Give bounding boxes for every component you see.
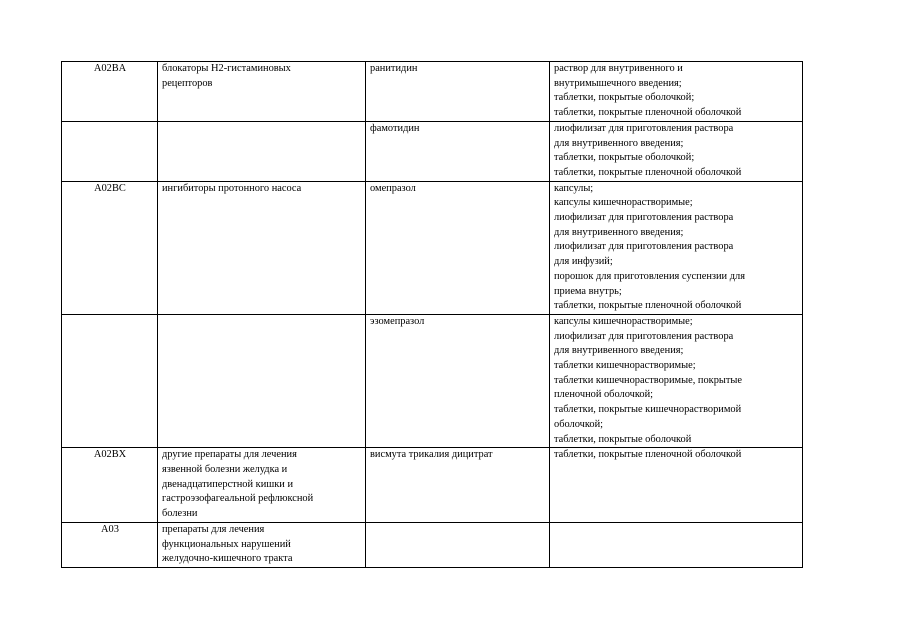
atc-code-cell: A02BC xyxy=(62,181,158,314)
drug-name-cell: фамотидин xyxy=(366,121,550,181)
dosage-form-line: пленочной оболочкой; xyxy=(554,389,654,401)
dosage-form-line: приема внутрь; xyxy=(554,285,622,297)
dosage-form-line: таблетки кишечнорастворимые; xyxy=(554,360,696,372)
dosage-form-line: лиофилизат для приготовления раствора xyxy=(554,330,734,342)
dosage-form-line: таблетки, покрытые оболочкой; xyxy=(554,152,695,164)
dosage-form-line: таблетки кишечнорастворимые, покрытые xyxy=(554,374,743,386)
pharmacological-group-cell xyxy=(158,314,366,447)
dosage-form-line: капсулы кишечнорастворимые; xyxy=(554,197,693,209)
table-row xyxy=(62,62,803,122)
drug-name-cell: омепразол xyxy=(366,181,550,314)
drug-name-cell: эзомепразол xyxy=(366,314,550,447)
drug-name-cell: ранитидин xyxy=(366,62,550,122)
group-text-line: язвенной болезни желудка и xyxy=(162,463,288,475)
dosage-form-line: для внутривенного введения; xyxy=(554,137,684,149)
dosage-form-line: капсулы кишечнорастворимые; xyxy=(554,315,693,327)
table-body xyxy=(62,62,803,568)
group-text-line: двенадцатиперстной кишки и xyxy=(162,478,294,490)
pharmacological-group-cell xyxy=(158,62,366,122)
atc-code-cell: A02BX xyxy=(62,448,158,523)
dosage-form-line: таблетки, покрытые пленочной оболочкой xyxy=(554,300,742,312)
drug-name-cell: висмута трикалия дицитрат xyxy=(366,448,550,523)
drug-name-cell xyxy=(366,522,550,567)
dosage-forms-cell xyxy=(550,121,803,181)
table-row xyxy=(62,522,803,567)
dosage-form-line: для внутривенного введения; xyxy=(554,345,684,357)
group-text-line: рецепторов xyxy=(162,77,213,89)
atc-code-cell xyxy=(62,314,158,447)
atc-code-cell: A02BA xyxy=(62,62,158,122)
drug-classification-table xyxy=(61,61,803,568)
dosage-form-line: лиофилизат для приготовления раствора xyxy=(554,122,734,134)
dosage-form-line: раствор для внутривенного и xyxy=(554,63,683,74)
dosage-forms-cell xyxy=(550,181,803,314)
group-text-line: препараты для лечения xyxy=(162,523,265,535)
pharmacological-group-cell xyxy=(158,121,366,181)
group-text-line: блокаторы Н2-гистаминовых xyxy=(162,63,291,74)
pharmacological-group-cell xyxy=(158,181,366,314)
pharmacological-group-cell xyxy=(158,448,366,523)
dosage-form-line: таблетки, покрытые оболочкой; xyxy=(554,92,695,104)
group-text-line: другие препараты для лечения xyxy=(162,449,297,461)
dosage-form-line: таблетки, покрытые оболочкой xyxy=(554,433,692,445)
table-row xyxy=(62,181,803,314)
group-text-line: болезни xyxy=(162,508,198,520)
group-text-line: функциональных нарушений xyxy=(162,538,291,550)
dosage-forms-cell xyxy=(550,448,803,523)
dosage-form-line: оболочкой; xyxy=(554,418,604,430)
dosage-form-line: внутримышечного введения; xyxy=(554,77,682,89)
dosage-form-line: таблетки, покрытые пленочной оболочкой xyxy=(554,166,742,178)
atc-code-cell: A03 xyxy=(62,522,158,567)
group-text-line: желудочно-кишечного тракта xyxy=(162,553,293,565)
dosage-form-line: лиофилизат для приготовления раствора xyxy=(554,241,734,253)
dosage-form-line: лиофилизат для приготовления раствора xyxy=(554,212,734,224)
group-text-line: ингибиторы протонного насоса xyxy=(162,182,302,194)
dosage-form-line: для инфузий; xyxy=(554,256,613,268)
table-row xyxy=(62,448,803,523)
dosage-form-line: таблетки, покрытые кишечнорастворимой xyxy=(554,404,742,416)
table-row xyxy=(62,121,803,181)
table-row xyxy=(62,314,803,447)
dosage-form-line: для внутривенного введения; xyxy=(554,226,684,238)
pharmacological-group-cell xyxy=(158,522,366,567)
dosage-form-line: капсулы; xyxy=(554,182,594,194)
atc-code-cell xyxy=(62,121,158,181)
dosage-forms-cell xyxy=(550,62,803,122)
dosage-form-line: порошок для приготовления суспензии для xyxy=(554,270,745,282)
group-text-line: гастроэзофагеальной рефлюксной xyxy=(162,493,314,505)
dosage-form-line: таблетки, покрытые пленочной оболочкой xyxy=(554,107,742,119)
dosage-forms-cell xyxy=(550,314,803,447)
dosage-form-line: таблетки, покрытые пленочной оболочкой xyxy=(554,449,742,461)
dosage-forms-cell xyxy=(550,522,803,567)
